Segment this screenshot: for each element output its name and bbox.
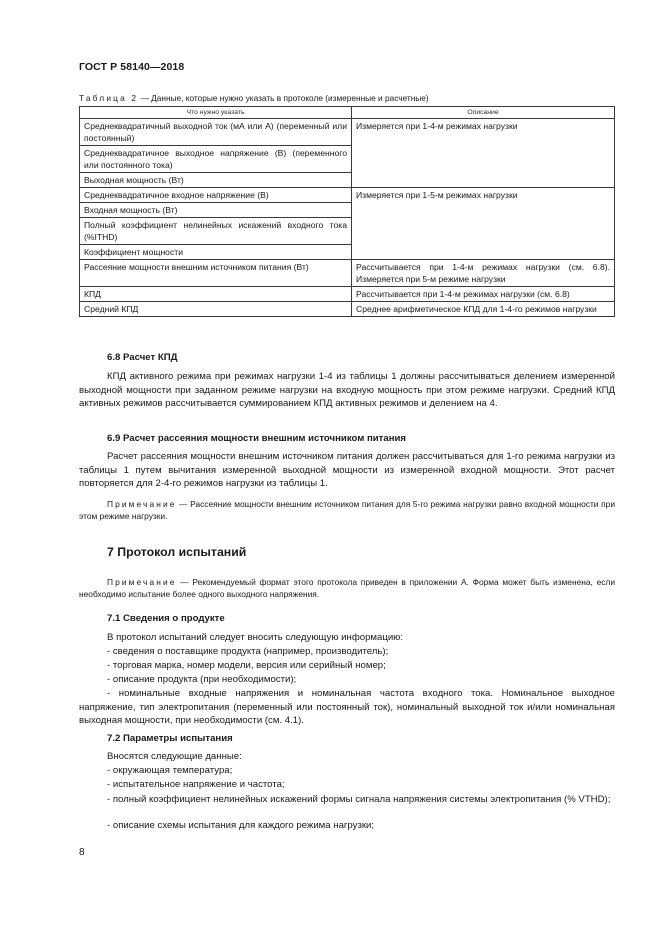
section-6-8-text: КПД активного режима при режимах нагрузки 1-4 из таблицы 1 должны рассчитываться делением измеренной выходной мощности при заданном режиме нагрузки на входную мощность при этом режиме нагрузки. Средний КПД активных режимов рассчитывается суммированием КПД активных режимов и делением на 4. — [79, 371, 615, 409]
list-item: - сведения о поставщике продукта (например, производитель); — [107, 646, 389, 657]
table-cell: Коэффициент мощности — [80, 245, 352, 260]
table-cell: Входная мощность (Вт) — [80, 203, 352, 218]
note-label: Примечание — [107, 577, 177, 587]
document-header: ГОСТ Р 58140—2018 — [79, 61, 185, 73]
table-cell: Среднее арифметическое КПД для 1-4-го режимов нагрузки — [352, 302, 615, 317]
note-text: — Рекомендуемый формат этого протокола приведен в приложении А. Форма может быть изменена, если необходимо испытание более одного выходного напряжения. — [79, 577, 615, 599]
table-row — [80, 119, 615, 146]
table-cell: Рассчитывается при 1-4-м режимах нагрузки (см. 6.8). Измеряется при 5-м режиме нагрузки — [352, 260, 615, 287]
table-cell: Измеряется при 1-4-м режимах нагрузки — [352, 119, 615, 188]
note-text: — Рассеяние мощности внешним источником питания для 5-го режима нагрузки равно входной мощности при этом режиме нагрузки. — [79, 499, 615, 521]
table-cell: Измеряется при 1-5-м режимах нагрузки — [352, 188, 615, 260]
table-caption — [79, 93, 429, 103]
list-item: - испытательное напряжение и частота; — [107, 779, 285, 790]
table-cell: Полный коэффициент нелинейных искажений входного тока (%ITHD) — [80, 218, 352, 245]
list-item: - торговая марка, номер модели, версия или серийный номер; — [107, 660, 386, 671]
section-7-2-intro: Вносятся следующие данные: — [107, 751, 242, 762]
table-cell: Среднеквадратичный выходной ток (мА или А) (переменный или постоянный) — [80, 119, 352, 146]
table-row — [80, 287, 615, 302]
section-6-8-heading: 6.8 Расчет КПД — [107, 352, 178, 363]
table-row — [80, 302, 615, 317]
table-header-row — [80, 107, 615, 119]
table-cell: Рассчитывается при 1-4-м режимах нагрузки (см. 6.8) — [352, 287, 615, 302]
list-item: - номинальные входные напряжения и номинальная частота входного тока. Номинальное выходное напряжение, тип электропитания (переменный или постоянный ток), номинальный выходной ток и/или номинальная выходная мощности, при необходимости (см. 4.1). — [79, 688, 615, 726]
list-item: - описание схемы испытания для каждого режима нагрузки; — [107, 820, 375, 831]
section-6-9-heading: 6.9 Расчет рассеяния мощности внешним источником питания — [107, 433, 407, 444]
section-7-2-heading: 7.2 Параметры испытания — [107, 733, 233, 744]
table-cell: Среднеквадратичное входное напряжение (В) — [80, 188, 352, 203]
list-item: - окружающая температура; — [107, 765, 233, 776]
table-row — [80, 188, 615, 203]
note-label: Примечание — [107, 499, 177, 509]
table-cell: КПД — [80, 287, 352, 302]
section-7-1-intro: В протокол испытаний следует вносить следующую информацию: — [107, 632, 404, 643]
table-caption-label: Таблица 2 — [79, 93, 139, 103]
section-7-note — [79, 576, 615, 600]
page-number: 8 — [79, 847, 85, 858]
section-6-9-note — [79, 498, 615, 522]
table-cell: Рассеяние мощности внешним источником питания (Вт) — [80, 260, 352, 287]
section-6-9-text: Расчет рассеяния мощности внешним источником питания должен рассчитываться для 1-го режима нагрузки из таблицы 1 путем вычитания измеренной выходной мощности из измеренной входной мощности. Этот расчет повторяется для 2-4-го режимов нагрузки из таблицы 1. — [79, 451, 615, 489]
section-7-heading: 7 Протокол испытаний — [107, 545, 247, 559]
column-header-description: Описание — [352, 107, 615, 119]
table-cell: Среднеквадратичное выходное напряжение (В) (переменного или постоянного тока) — [80, 146, 352, 173]
table-cell: Средний КПД — [80, 302, 352, 317]
list-item: - описание продукта (при необходимости); — [107, 674, 297, 685]
column-header-what: Что нужно указать — [80, 107, 352, 119]
table-row — [80, 260, 615, 287]
data-table — [79, 106, 615, 317]
table-caption-text: — Данные, которые нужно указать в протоколе (измеренные и расчетные) — [138, 93, 429, 103]
list-item: - полный коэффициент нелинейных искажений формы сигнала напряжения системы электропитания (% VTHD); — [107, 794, 611, 805]
section-7-1-heading: 7.1 Сведения о продукте — [107, 613, 225, 624]
table-cell: Выходная мощность (Вт) — [80, 173, 352, 188]
